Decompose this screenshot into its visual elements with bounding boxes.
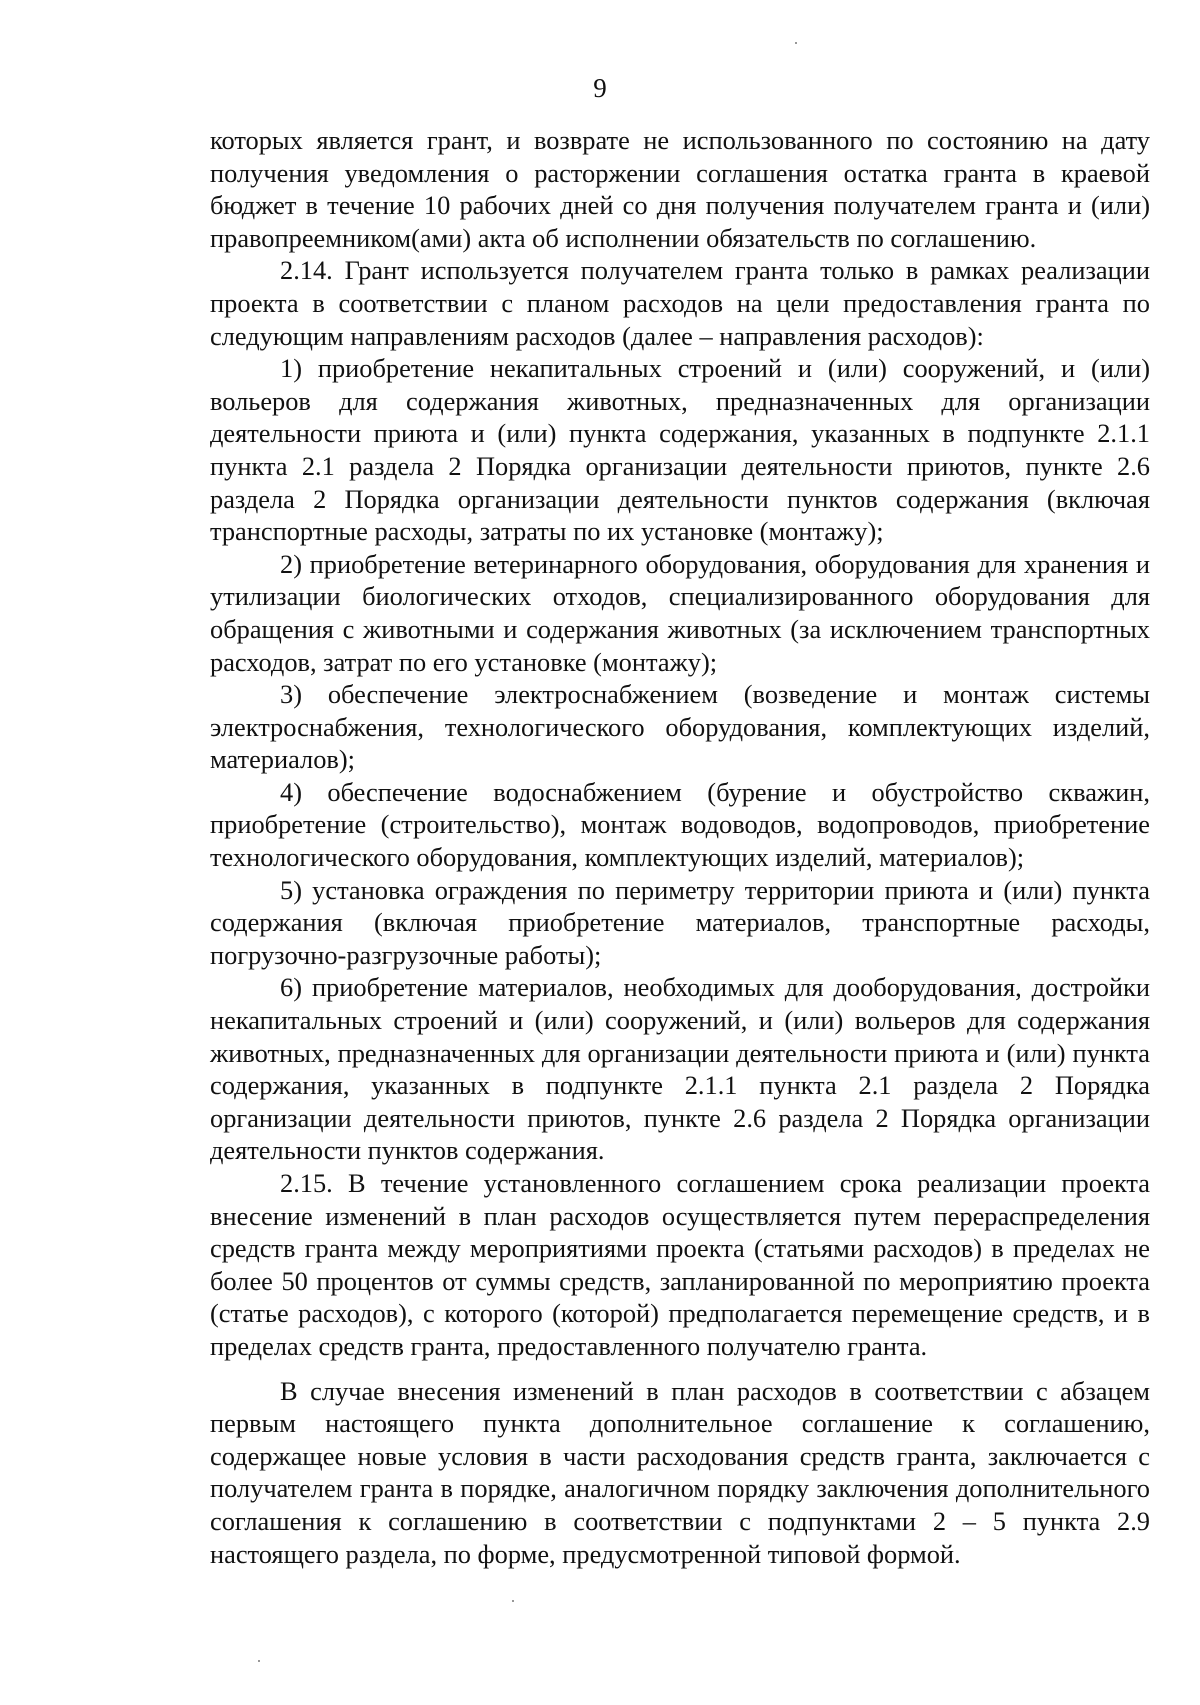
scan-speck <box>512 1600 514 1602</box>
list-item-4: 4) обеспечение водоснабжением (бурение и обустройство скважин, приобретение (строительство), монтаж водоводов, водопроводов, приобретение технологического оборудования, комплектующих изделий, материалов); <box>210 776 1150 873</box>
document-body <box>210 124 1150 1570</box>
list-item-2: 2) приобретение ветеринарного оборудования, оборудования для хранения и утилизации биологических отходов, специализированного оборудования для обращения с животными и содержания животных (за исключением транспортных расходов, затрат по его установке (монтажу); <box>210 548 1150 677</box>
paragraph-2-15: 2.15. В течение установленного соглашением срока реализации проекта внесение изменений в план расходов осуществляется путем перераспределения средств гранта между мероприятиями проекта (статьями расходов) в пределах не более 50 процентов от суммы средств, запланированной по мероприятию проекта (статье расходов), с которого (которой) предполагается перемещение средств, и в пределах средств гранта, предоставленного получателю гранта. <box>210 1168 1150 1361</box>
list-item-6: 6) приобретение материалов, необходимых для дооборудования, достройки некапитальных строений и (или) сооружений, и (или) вольеров для содержания животных, предназначенных для организации деятельности приюта и (или) пункта содержания, указанных в подпункте 2.1.1 пункта 2.1 раздела 2 Порядка организации деятельности приютов, пункте 2.6 раздела 2 Порядка организации деятельности пунктов содержания. <box>210 972 1150 1166</box>
paragraph-amendment: В случае внесения изменений в план расходов в соответствии с абзацем первым настоящего пункта дополнительное соглашение к соглашению, содержащее новые условия в части расходования средств гранта, заключается с получателем гранта в порядке, аналогичном порядку заключения дополнительного соглашения к соглашению в соответствии с подпунктами 2 – 5 пункта 2.9 настоящего раздела, по форме, предусмотренной типовой формой. <box>210 1375 1150 1569</box>
scan-speck <box>258 1660 260 1662</box>
paragraph-2-14: 2.14. Грант используется получателем гранта только в рамках реализации проекта в соответствии с планом расходов на цели предоставления гранта по следующим направлениям расходов (далее – направления расходов): <box>210 255 1150 351</box>
list-item-1: 1) приобретение некапитальных строений и (или) сооружений, и (или) вольеров для содержания животных, предназначенных для организации деятельности приюта и (или) пункта содержания, указанных в подпункте 2.1.1 пункта 2.1 раздела 2 Порядка организации деятельности приютов, пункте 2.6 раздела 2 Порядка организации деятельности пунктов содержания (включая транспортные расходы, затраты по их установке (монтажу); <box>210 353 1150 547</box>
list-item-5: 5) установка ограждения по периметру территории приюта и (или) пункта содержания (включая приобретение материалов, транспортные расходы, погрузочно-разгрузочные работы); <box>210 874 1150 970</box>
page-number: 9 <box>593 73 607 103</box>
paragraph-continuation: которых является грант, и возврате не использованного по состоянию на дату получения уведомления о расторжении соглашения остатка гранта в краевой бюджет в течение 10 рабочих дней со дня получения получателем гранта и (или) правопреемником(ами) акта об исполнении обязательств по соглашению. <box>210 125 1150 253</box>
list-item-3: 3) обеспечение электроснабжением (возведение и монтаж системы электроснабжения, технологического оборудования, комплектующих изделий, материалов); <box>210 679 1150 775</box>
scan-speck <box>795 42 797 44</box>
